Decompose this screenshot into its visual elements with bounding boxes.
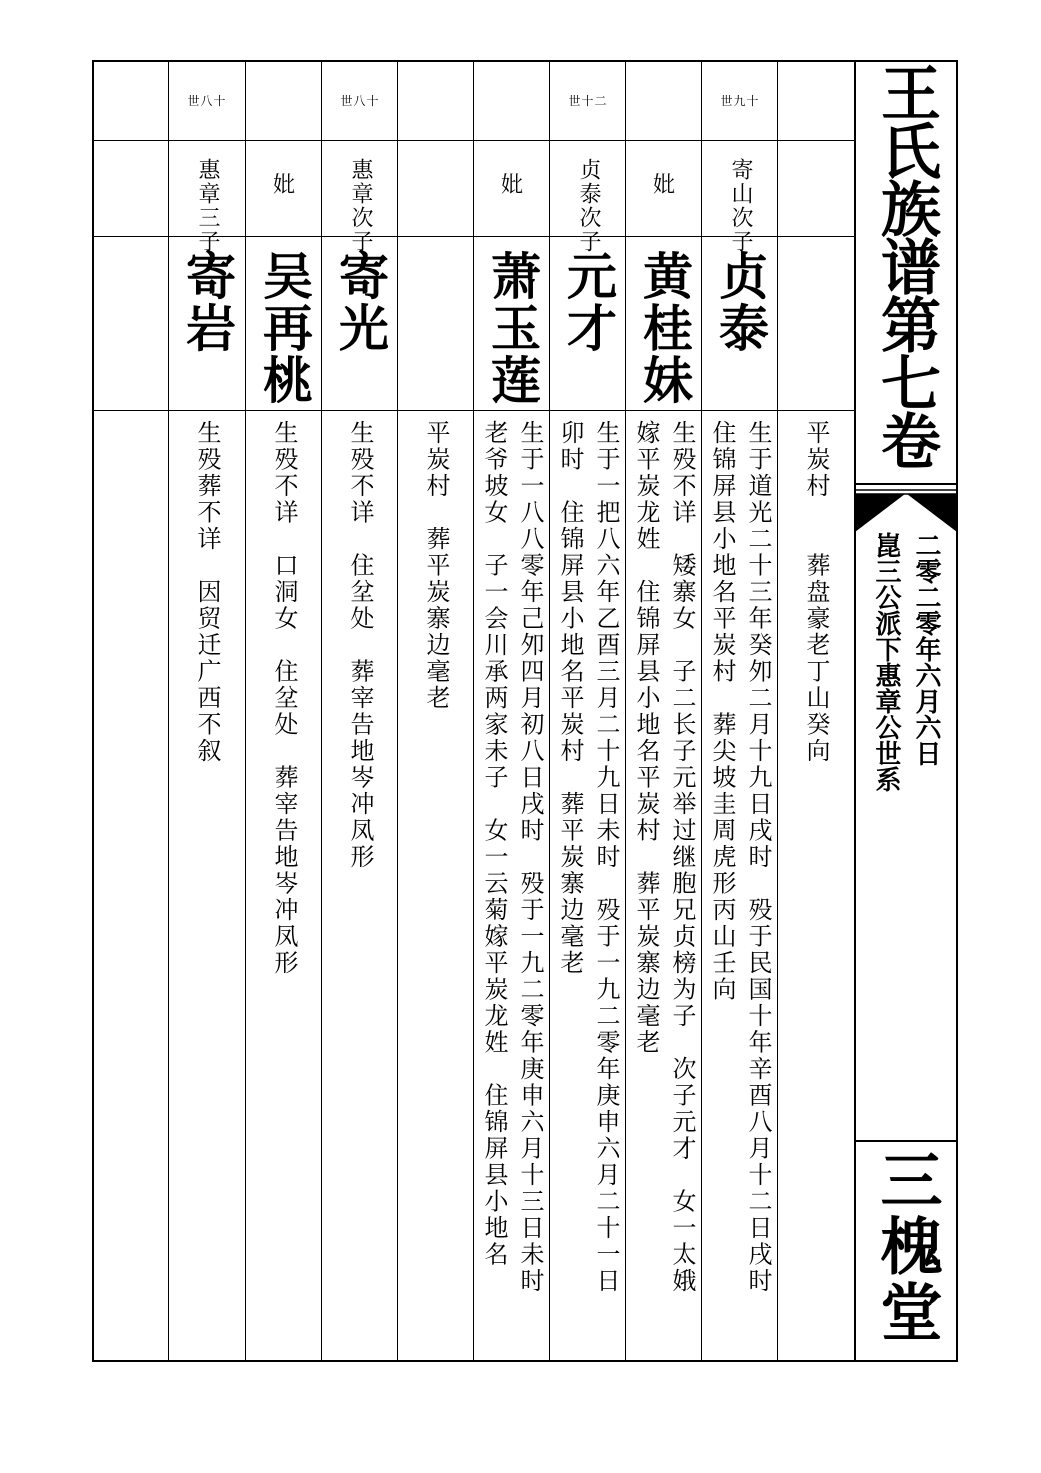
relation: 惠章三子: [195, 158, 220, 254]
generation-label: 世九十: [720, 94, 760, 108]
biography: 生殁葬不详 因贸迁广西不叙: [193, 420, 221, 765]
person-name: 寄光: [331, 250, 389, 354]
hall-divider: [855, 1140, 957, 1142]
generation-label: 世八十: [340, 94, 380, 108]
fishtail-ornament: [855, 482, 957, 534]
person-name: 吴再桃: [255, 250, 313, 406]
branch-label: 崑三公派下惠章公世系: [871, 532, 901, 792]
biography: 生殁不详 住坌处 葬宰告地岑冲凤形: [346, 420, 374, 871]
person-name: 贞泰: [711, 250, 769, 354]
person-name: 黄桂妹: [635, 250, 693, 406]
person-name: 元才: [559, 250, 617, 354]
person-name: 寄岩: [178, 250, 236, 354]
spouse-label: 妣: [272, 173, 295, 198]
biography: [93, 420, 169, 1350]
relation: 惠章次子: [348, 158, 373, 254]
branch-and-date: [856, 532, 956, 1142]
book-title: 王氏族谱第七卷: [871, 62, 941, 468]
hall-name: 三槐堂: [870, 1148, 943, 1346]
person-name: 萧玉莲: [483, 250, 541, 406]
biography: 平炭村 葬平炭寨边毫老: [422, 420, 450, 712]
generation-label: 世八十: [187, 94, 227, 108]
biography: 生殁不详 矮寨女 子二长子元举过继胞兄贞榜为子 次子元才 女一太娥 嫁平炭龙姓 住锦屏县小地名平炭村 葬平炭寨边毫老: [632, 420, 696, 1295]
biography: 生于一把八六年乙酉三月二十九日未时 殁于一九二零年庚申六月二十一日 卯时 住锦屏县小地名平炭村 葬平炭寨边毫老: [556, 420, 620, 1295]
biography: 生于一八八零年己夘四月初八日戌时 殁于一九二零年庚申六月十三日未时 老爷坡女 子一会川承两家未子 女一云菊嫁平炭龙姓 住锦屏县小地名: [480, 420, 544, 1295]
spouse-label: 妣: [500, 173, 523, 198]
biography: 生于道光二十三年癸夘二月十九日戌时 殁于民国十年辛酉八月十二日戌时 住锦屏县小地名平炭村 葬尖坡圭周虎形丙山壬向: [708, 420, 772, 1295]
generation-label: 世十二: [568, 94, 608, 108]
spouse-label: 妣: [652, 173, 675, 198]
biography: 平炭村 葬盘豪老丁山癸向: [802, 420, 830, 765]
relation: 寄山次子: [728, 158, 753, 254]
biography: 生殁不详 口洞女 住坌处 葬宰告地岑冲凤形: [270, 420, 298, 977]
compile-date: 二零二零年六月六日: [911, 532, 941, 766]
relation: 贞泰次子: [576, 158, 601, 254]
